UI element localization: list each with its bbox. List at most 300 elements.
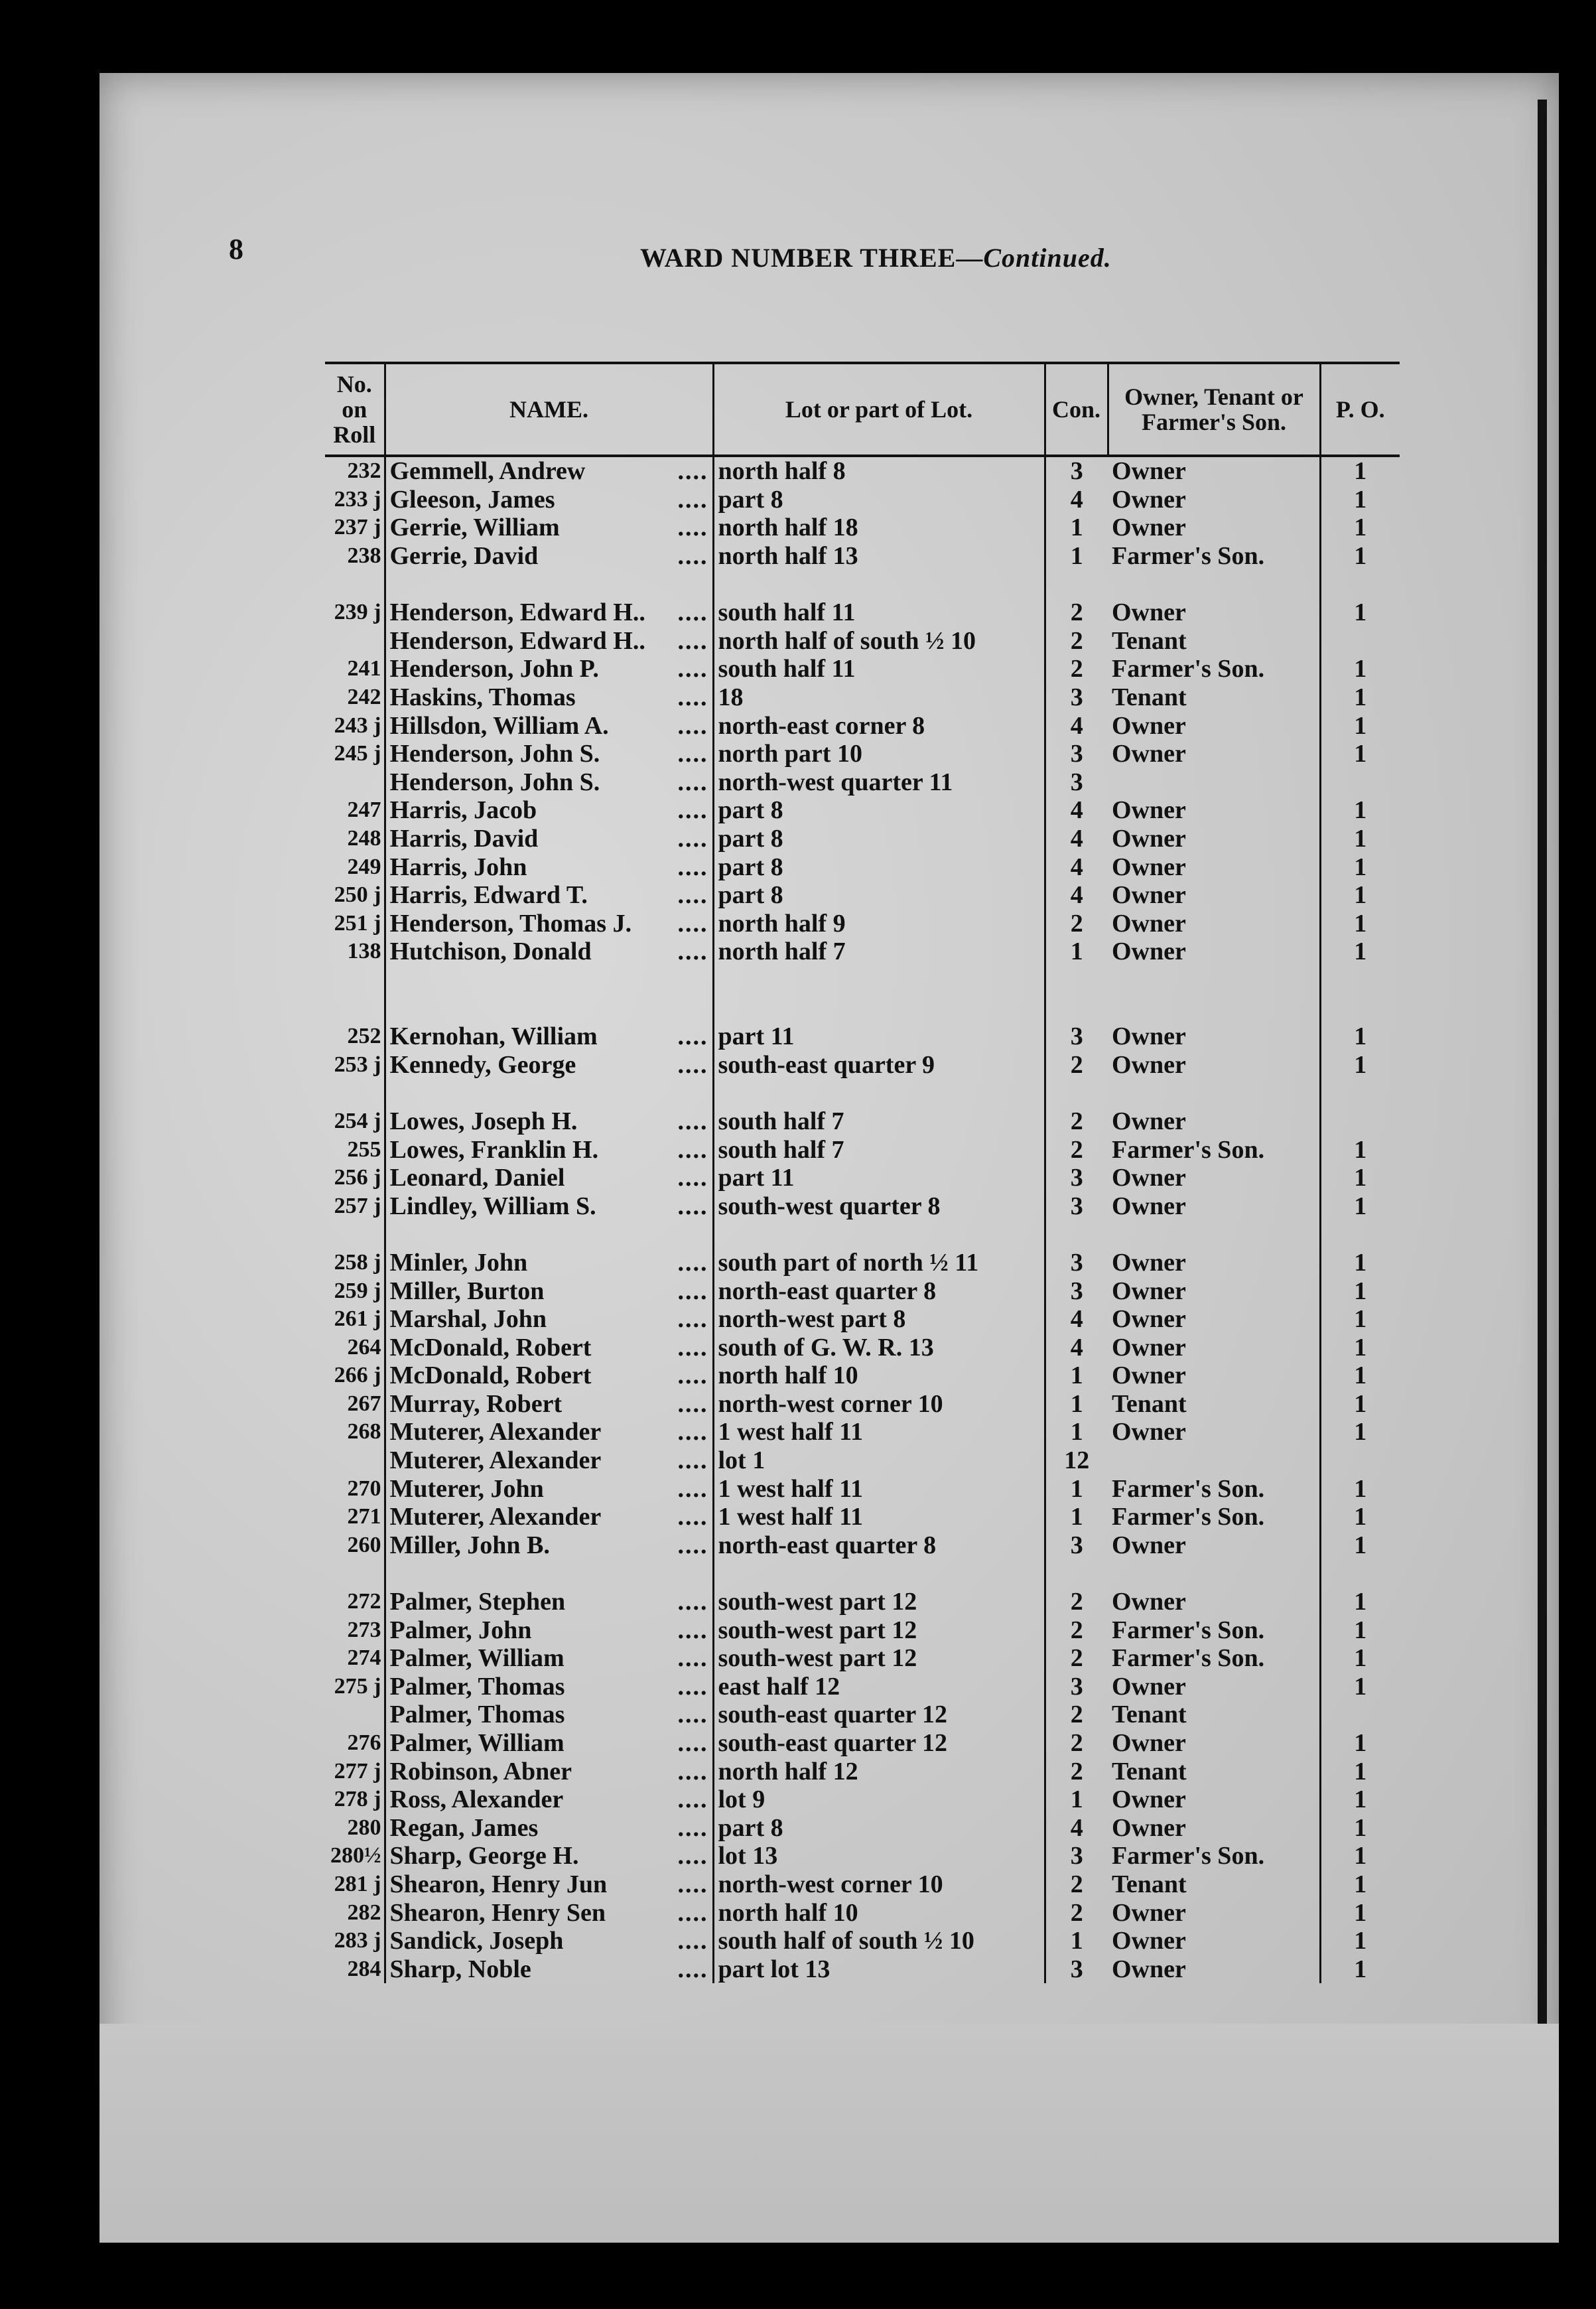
table-row (325, 1333, 1400, 1362)
post-office-cell: 1 (1320, 655, 1400, 683)
name-cell (385, 1955, 713, 1983)
column-header-no: No. on Roll (325, 363, 385, 456)
status-cell: Owner (1112, 1785, 1186, 1814)
roll-number-cell: 264 (347, 1334, 381, 1360)
name-text: Hutchison, Donald (389, 938, 592, 966)
concession-cell (1045, 1559, 1108, 1588)
lot-cell: south-west part 12 (713, 1644, 1045, 1673)
column-header-con: Con. (1045, 363, 1108, 456)
roll-number-cell: 270 (347, 1476, 381, 1501)
leader-dots: .... (677, 740, 708, 768)
concession-cell (1045, 570, 1108, 598)
leader-dots: .... (677, 1022, 708, 1051)
concession-cell: 3 (1045, 1673, 1108, 1701)
name-text: Haskins, Thomas (389, 683, 576, 712)
name-text: Harris, John (389, 853, 527, 881)
roll-number-cell (325, 1079, 385, 1107)
concession-cell: 2 (1045, 1729, 1108, 1758)
lot-cell: part 8 (713, 853, 1045, 881)
concession-cell: 3 (1045, 1249, 1108, 1277)
roll-number-cell (325, 1701, 385, 1729)
concession-cell: 3 (1045, 1022, 1108, 1051)
roll-number-cell: 257 j (334, 1193, 381, 1218)
post-office-cell: 1 (1320, 514, 1400, 542)
roll-number-cell: 275 j (334, 1673, 381, 1699)
column-header-po: P. O. (1320, 363, 1400, 456)
column-header-name: NAME. (385, 363, 713, 456)
table-row (325, 1588, 1400, 1616)
lot-cell (713, 1559, 1045, 1588)
leader-dots: .... (677, 655, 708, 683)
name-cell (385, 683, 713, 712)
status-cell: Owner (1112, 1672, 1186, 1701)
concession-cell: 4 (1045, 711, 1108, 740)
name-text: Hillsdon, William A. (389, 711, 609, 740)
name-text: Henderson, Edward H.. (389, 626, 645, 655)
leader-dots: .... (677, 1135, 708, 1164)
concession-cell: 4 (1045, 881, 1108, 910)
lot-cell: lot 13 (713, 1842, 1045, 1870)
status-cell: Owner (1112, 825, 1186, 853)
page-title-main: WARD NUMBER THREE— (640, 243, 984, 273)
name-cell (385, 1927, 713, 1955)
name-cell (385, 768, 713, 797)
concession-cell: 3 (1045, 740, 1108, 768)
lot-cell: south of G. W. R. 13 (713, 1333, 1045, 1362)
concession-cell: 2 (1045, 1050, 1108, 1079)
concession-cell: 4 (1045, 825, 1108, 853)
name-text: Henderson, Thomas J. (389, 909, 632, 938)
status-cell: Tenant (1112, 683, 1187, 712)
post-office-cell: 1 (1320, 1249, 1400, 1277)
post-office-cell (1320, 1107, 1400, 1136)
page-title-continued: Continued. (983, 243, 1112, 273)
table-row (325, 1531, 1400, 1560)
name-text: Robinson, Abner (389, 1757, 572, 1785)
post-office-cell: 1 (1320, 1390, 1400, 1419)
status-cell: Farmer's Son. (1112, 655, 1265, 683)
concession-cell: 2 (1045, 1644, 1108, 1673)
post-office-cell: 1 (1320, 1616, 1400, 1644)
roll-number-cell: 268 (347, 1419, 381, 1444)
roll-number-cell: 239 j (334, 600, 381, 625)
concession-cell: 2 (1045, 1107, 1108, 1136)
status-cell: Owner (1112, 711, 1186, 740)
roll-number-cell: 253 j (334, 1052, 381, 1077)
status-cell: Owner (1112, 909, 1186, 938)
blank-row (325, 1079, 1400, 1107)
leader-dots: .... (677, 1842, 708, 1870)
column-header-lot: Lot or part of Lot. (713, 363, 1045, 456)
leader-dots: .... (677, 1474, 708, 1503)
status-cell: Owner (1112, 1729, 1186, 1758)
name-cell (385, 1418, 713, 1446)
table-row (325, 1362, 1400, 1390)
name-text: Gerrie, David (389, 542, 539, 571)
name-text: Miller, Burton (389, 1277, 545, 1305)
lot-cell (713, 966, 1045, 995)
lot-cell: 1 west half 11 (713, 1418, 1045, 1446)
post-office-cell (1320, 570, 1400, 598)
status-cell: Owner (1112, 740, 1186, 768)
status-cell: Owner (1112, 1531, 1186, 1559)
post-office-cell: 1 (1320, 881, 1400, 910)
status-cell: Tenant (1112, 626, 1187, 655)
lot-cell: north half 9 (713, 910, 1045, 938)
roll-number-cell: 233 j (334, 486, 381, 512)
post-office-cell: 1 (1320, 1362, 1400, 1390)
leader-dots: .... (677, 1107, 708, 1135)
post-office-cell: 1 (1320, 456, 1400, 486)
lot-cell: 1 west half 11 (713, 1474, 1045, 1503)
table-row (325, 514, 1400, 542)
name-cell (385, 1701, 713, 1729)
post-office-cell: 1 (1320, 1898, 1400, 1927)
post-office-cell: 1 (1320, 740, 1400, 768)
leader-dots: .... (677, 683, 708, 712)
lot-cell: north half of south ½ 10 (713, 627, 1045, 656)
leader-dots: .... (677, 1927, 708, 1955)
leader-dots: .... (677, 1531, 708, 1559)
name-text: Sandick, Joseph (389, 1927, 564, 1955)
name-cell (385, 1559, 713, 1588)
status-cell: Tenant (1112, 1701, 1187, 1729)
name-cell (385, 1305, 713, 1334)
roll-number-cell: 254 j (334, 1108, 381, 1133)
leader-dots: .... (677, 1955, 708, 1983)
name-text: Palmer, William (389, 1729, 565, 1758)
table-row (325, 1785, 1400, 1814)
table-row (325, 1135, 1400, 1164)
name-cell (385, 1814, 713, 1843)
name-cell (385, 966, 713, 995)
name-cell (385, 711, 713, 740)
table-row (325, 627, 1400, 656)
roll-number-cell (325, 1220, 385, 1249)
leader-dots: .... (677, 1389, 708, 1418)
leader-dots: .... (677, 881, 708, 910)
roll-number-cell: 238 (347, 543, 381, 569)
concession-cell: 4 (1045, 1814, 1108, 1843)
status-cell: Farmer's Son. (1112, 1474, 1265, 1503)
post-office-cell: 1 (1320, 1531, 1400, 1560)
leader-dots: .... (677, 1729, 708, 1758)
name-cell (385, 938, 713, 966)
concession-cell: 4 (1045, 486, 1108, 514)
name-cell (385, 1673, 713, 1701)
table-row (325, 1701, 1400, 1729)
status-cell (1108, 1220, 1320, 1249)
voters-roll-table (325, 362, 1400, 1983)
concession-cell: 12 (1045, 1446, 1108, 1475)
post-office-cell: 1 (1320, 1050, 1400, 1079)
table-row (325, 825, 1400, 853)
leader-dots: .... (677, 1701, 708, 1729)
roll-number-cell: 237 j (334, 515, 381, 540)
table-row (325, 655, 1400, 683)
leader-dots: .... (677, 711, 708, 740)
post-office-cell: 1 (1320, 1333, 1400, 1362)
status-cell: Owner (1112, 1107, 1186, 1135)
status-cell: Farmer's Son. (1112, 1644, 1265, 1673)
post-office-cell: 1 (1320, 486, 1400, 514)
name-text: Palmer, William (389, 1644, 565, 1673)
name-text: Muterer, Alexander (389, 1446, 602, 1475)
post-office-cell: 1 (1320, 825, 1400, 853)
concession-cell: 2 (1045, 627, 1108, 656)
name-text: Lowes, Franklin H. (389, 1135, 599, 1164)
concession-cell: 4 (1045, 1333, 1108, 1362)
leader-dots: .... (677, 1418, 708, 1446)
leader-dots: .... (677, 1644, 708, 1673)
name-cell (385, 1390, 713, 1419)
roll-number-cell: 248 (347, 826, 381, 851)
roll-number-cell (325, 966, 385, 995)
status-cell: Owner (1112, 514, 1186, 542)
name-cell (385, 1616, 713, 1644)
roll-number-cell: 283 j (334, 1928, 381, 1953)
leader-dots: .... (677, 1870, 708, 1898)
table-row (325, 542, 1400, 571)
lot-cell: south half 7 (713, 1135, 1045, 1164)
name-cell (385, 1785, 713, 1814)
roll-number-cell (325, 570, 385, 598)
table-row (325, 938, 1400, 966)
status-cell: Owner (1112, 1277, 1186, 1305)
name-cell (385, 881, 713, 910)
roll-number-cell: 273 (347, 1617, 381, 1642)
name-text: Palmer, Thomas (389, 1672, 565, 1701)
status-cell: Owner (1112, 1192, 1186, 1220)
leader-dots: .... (677, 909, 708, 938)
table-row (325, 1164, 1400, 1192)
leader-dots: .... (677, 1446, 708, 1475)
name-text: Gerrie, William (389, 514, 560, 542)
post-office-cell (1320, 966, 1400, 995)
table-row (325, 910, 1400, 938)
post-office-cell: 1 (1320, 1814, 1400, 1843)
name-cell (385, 1362, 713, 1390)
blank-row (325, 1220, 1400, 1249)
concession-cell: 4 (1045, 853, 1108, 881)
lot-cell: lot 1 (713, 1446, 1045, 1475)
table-row (325, 1305, 1400, 1334)
name-cell (385, 627, 713, 656)
leader-dots: .... (677, 1248, 708, 1277)
table-row (325, 456, 1400, 486)
lot-cell: east half 12 (713, 1673, 1045, 1701)
status-cell: Farmer's Son. (1112, 1503, 1265, 1531)
table-row (325, 1729, 1400, 1758)
concession-cell: 3 (1045, 1842, 1108, 1870)
concession-cell (1045, 994, 1108, 1022)
leader-dots: .... (677, 457, 708, 486)
lot-cell: north-east corner 8 (713, 711, 1045, 740)
name-cell (385, 570, 713, 598)
leader-dots: .... (677, 1050, 708, 1079)
name-text: Marshal, John (389, 1305, 547, 1334)
status-cell: Owner (1112, 938, 1186, 966)
table-header (325, 363, 1400, 456)
status-cell (1108, 1559, 1320, 1588)
concession-cell: 3 (1045, 683, 1108, 712)
table-row (325, 1616, 1400, 1644)
concession-cell: 1 (1045, 514, 1108, 542)
name-cell (385, 1192, 713, 1220)
concession-cell (1045, 1220, 1108, 1249)
status-cell: Owner (1112, 1164, 1186, 1192)
table-row (325, 1277, 1400, 1305)
lot-cell (713, 1079, 1045, 1107)
lot-cell: north-west corner 10 (713, 1870, 1045, 1899)
leader-dots: .... (677, 514, 708, 542)
blank-row (325, 966, 1400, 995)
name-text: Lowes, Joseph H. (389, 1107, 578, 1135)
lot-cell: north part 10 (713, 740, 1045, 768)
lot-cell: north half 10 (713, 1362, 1045, 1390)
roll-number-cell: 243 j (334, 713, 381, 738)
lot-cell: north half 13 (713, 542, 1045, 571)
blank-row (325, 1559, 1400, 1588)
table-row (325, 740, 1400, 768)
lot-cell: 18 (713, 683, 1045, 712)
lot-cell: south-west quarter 8 (713, 1192, 1045, 1220)
post-office-cell: 1 (1320, 1644, 1400, 1673)
table-row (325, 853, 1400, 881)
roll-number-cell: 267 (347, 1391, 381, 1416)
blank-row (325, 994, 1400, 1022)
name-cell (385, 994, 713, 1022)
name-text: McDonald, Robert (389, 1362, 592, 1390)
roll-number-cell: 259 j (334, 1278, 381, 1303)
post-office-cell: 1 (1320, 1022, 1400, 1051)
table-body (325, 456, 1400, 1983)
status-cell: Tenant (1112, 1757, 1187, 1785)
concession-cell (1045, 1079, 1108, 1107)
lot-cell: north-west corner 10 (713, 1390, 1045, 1419)
lot-cell (713, 994, 1045, 1022)
page-number: 8 (229, 233, 243, 265)
roll-number-cell: 284 (347, 1956, 381, 1981)
post-office-cell (1320, 627, 1400, 656)
leader-dots: .... (677, 485, 708, 514)
name-cell (385, 1079, 713, 1107)
table-row (325, 1249, 1400, 1277)
status-cell: Owner (1112, 485, 1186, 514)
post-office-cell: 1 (1320, 1757, 1400, 1785)
roll-number-cell: 251 j (334, 910, 381, 936)
post-office-cell: 1 (1320, 1474, 1400, 1503)
status-cell (1108, 994, 1320, 1022)
roll-number-cell (325, 1446, 385, 1475)
name-cell (385, 1164, 713, 1192)
table-row (325, 1107, 1400, 1136)
roll-number-cell: 242 (347, 685, 381, 710)
name-cell (385, 486, 713, 514)
table-row (325, 1474, 1400, 1503)
status-cell (1108, 966, 1320, 995)
name-cell (385, 740, 713, 768)
name-cell (385, 542, 713, 571)
status-cell: Owner (1112, 1955, 1186, 1983)
status-cell: Owner (1112, 1418, 1186, 1446)
roll-number-cell: 281 j (334, 1871, 381, 1896)
leader-dots: .... (677, 1362, 708, 1390)
name-text: Henderson, Edward H.. (389, 598, 645, 627)
status-cell: Owner (1112, 1927, 1186, 1955)
lot-cell: north half 8 (713, 456, 1045, 486)
name-text: McDonald, Robert (389, 1333, 592, 1362)
table-row (325, 486, 1400, 514)
post-office-cell (1320, 1079, 1400, 1107)
table-row (325, 768, 1400, 797)
post-office-cell: 1 (1320, 1785, 1400, 1814)
lot-cell (713, 570, 1045, 598)
concession-cell: 2 (1045, 598, 1108, 627)
post-office-cell: 1 (1320, 1418, 1400, 1446)
name-cell (385, 1249, 713, 1277)
status-cell (1108, 1079, 1320, 1107)
name-cell (385, 1333, 713, 1362)
roll-number-cell: 256 j (334, 1165, 381, 1190)
name-text: Palmer, John (389, 1616, 532, 1644)
leader-dots: .... (677, 825, 708, 853)
name-cell (385, 655, 713, 683)
post-office-cell: 1 (1320, 711, 1400, 740)
name-cell (385, 910, 713, 938)
leader-dots: .... (677, 1813, 708, 1842)
table-row (325, 683, 1400, 712)
leader-dots: .... (677, 1305, 708, 1334)
lot-cell: south-east quarter 12 (713, 1701, 1045, 1729)
status-cell: Owner (1112, 1813, 1186, 1842)
lot-cell (713, 1220, 1045, 1249)
leader-dots: .... (677, 768, 708, 796)
leader-dots: .... (677, 1588, 708, 1616)
name-cell (385, 796, 713, 825)
name-cell (385, 1870, 713, 1899)
lot-cell: 1 west half 11 (713, 1503, 1045, 1531)
page-title (640, 242, 1112, 273)
roll-number-cell (325, 768, 385, 797)
lot-cell: part lot 13 (713, 1955, 1045, 1983)
concession-cell: 3 (1045, 768, 1108, 797)
leader-dots: .... (677, 1898, 708, 1927)
leader-dots: .... (677, 853, 708, 881)
name-text: Palmer, Stephen (389, 1588, 566, 1616)
roll-number-cell: 282 (347, 1900, 381, 1925)
status-cell: Tenant (1112, 1870, 1187, 1898)
page-bottom-margin (100, 2024, 1559, 2243)
roll-number-cell (325, 994, 385, 1022)
post-office-cell: 1 (1320, 1842, 1400, 1870)
name-cell (385, 853, 713, 881)
roll-number-cell (325, 1559, 385, 1588)
concession-cell: 1 (1045, 1418, 1108, 1446)
table-row (325, 1898, 1400, 1927)
concession-cell: 3 (1045, 1277, 1108, 1305)
name-text: Minler, John (389, 1248, 528, 1277)
status-cell: Owner (1112, 1050, 1186, 1079)
lot-cell: north-west quarter 11 (713, 768, 1045, 797)
post-office-cell (1320, 1701, 1400, 1729)
concession-cell: 2 (1045, 1588, 1108, 1616)
name-cell (385, 1135, 713, 1164)
lot-cell: north half 18 (713, 514, 1045, 542)
roll-number-cell: 266 j (334, 1363, 381, 1388)
status-cell: Owner (1112, 598, 1186, 627)
leader-dots: .... (677, 938, 708, 966)
